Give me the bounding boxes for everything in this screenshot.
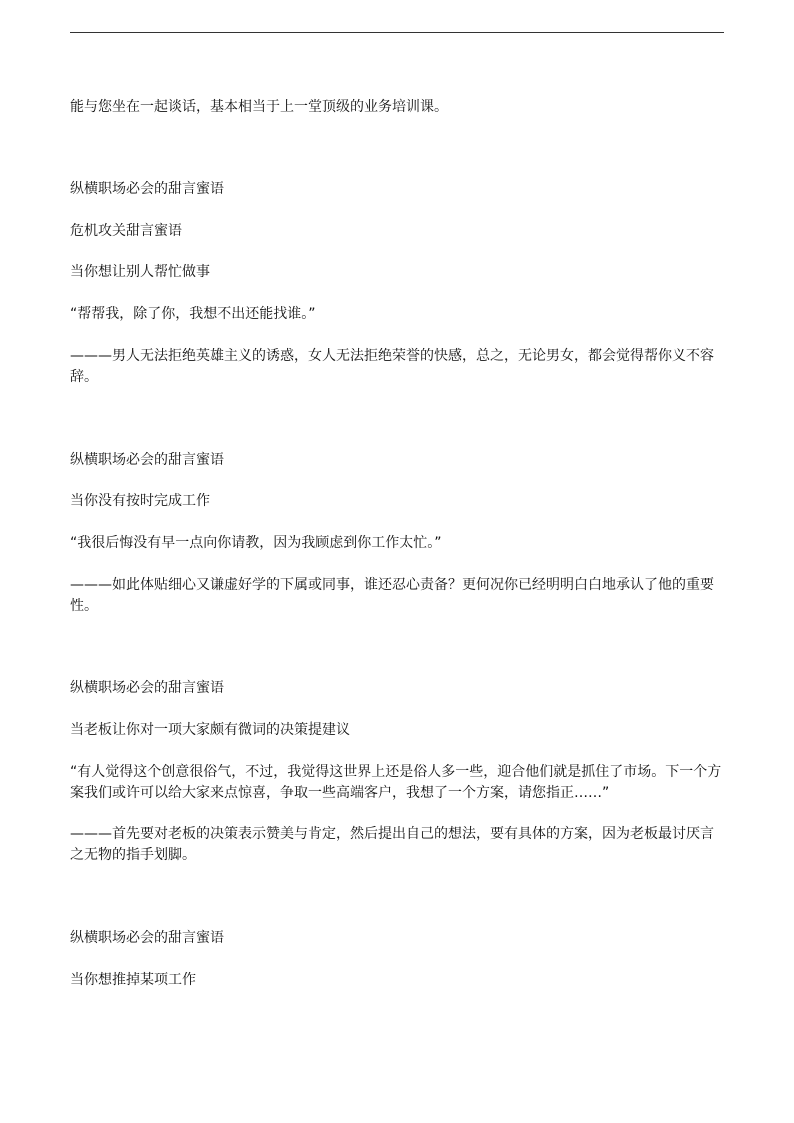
- quote-paragraph: “我很后悔没有早一点向你请教，因为我顾虑到你工作太忙。”: [70, 535, 442, 551]
- explanation-paragraph: ———男人无法拒绝英雄主义的诱惑，女人无法拒绝荣誉的快感，总之，无论男女，都会觉得帮你义不容辞。: [70, 348, 714, 385]
- scenario-title: 当老板让你对一项大家颇有微词的决策提建议: [70, 722, 350, 738]
- intro-paragraph: 能与您坐在一起谈话，基本相当于上一堂顶级的业务培训课。: [70, 99, 448, 115]
- explanation-paragraph: ———如此体贴细心又谦虚好学的下属或同事，谁还忍心责备？更何况你已经明明白白地承认了他的重要性。: [70, 577, 714, 614]
- scenario-title: 当你没有按时完成工作: [70, 493, 210, 509]
- scenario-title: 当你想让别人帮忙做事: [70, 264, 210, 280]
- section-heading: 纵横职场必会的甜言蜜语: [70, 930, 224, 946]
- header-rule: [70, 32, 724, 33]
- subsection-heading: 危机攻关甜言蜜语: [70, 223, 182, 239]
- scenario-title: 当你想推掉某项工作: [70, 972, 196, 988]
- section-heading: 纵横职场必会的甜言蜜语: [70, 181, 224, 197]
- explanation-paragraph: ———首先要对老板的决策表示赞美与肯定，然后提出自己的想法，要有具体的方案，因为老板最讨厌言之无物的指手划脚。: [70, 826, 714, 863]
- quote-paragraph: “帮帮我，除了你，我想不出还能找谁。”: [70, 306, 316, 322]
- section-heading: 纵横职场必会的甜言蜜语: [70, 452, 224, 468]
- section-heading: 纵横职场必会的甜言蜜语: [70, 680, 224, 696]
- quote-paragraph: “有人觉得这个创意很俗气，不过，我觉得这世界上还是俗人多一些，迎合他们就是抓住了市场。下一个方案我们或许可以给大家来点惊喜，争取一些高端客户，我想了一个方案，请您指正……”: [70, 764, 722, 801]
